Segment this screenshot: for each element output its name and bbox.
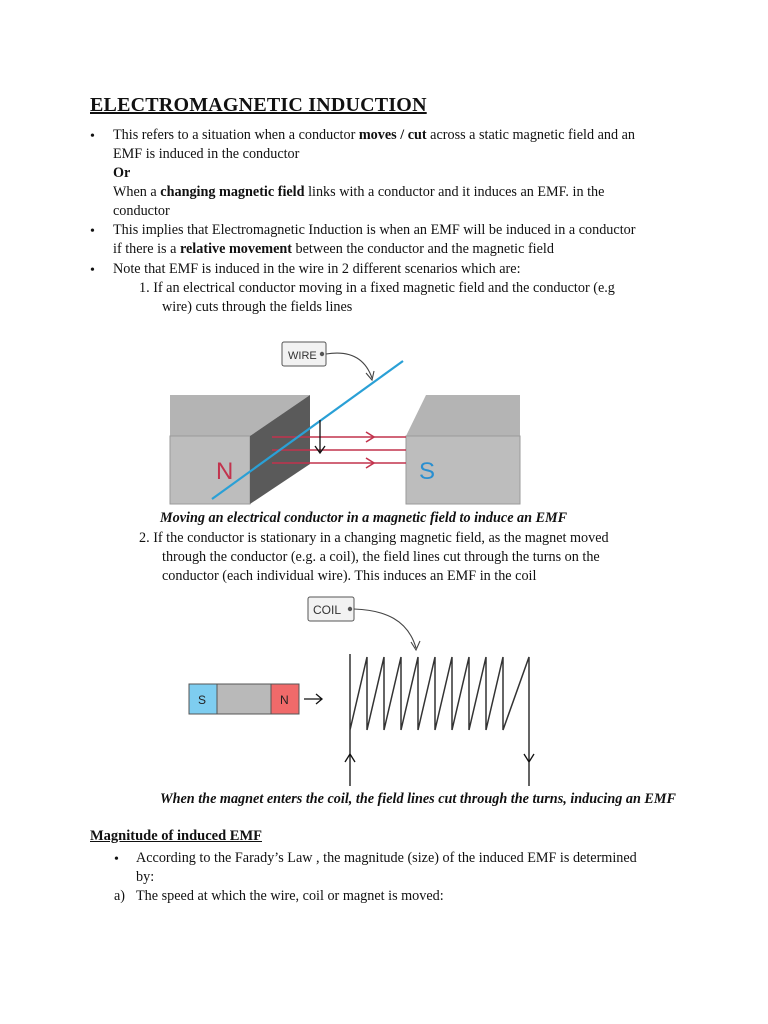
bold-run: relative movement	[179, 241, 292, 257]
bullet-1-line-1	[113, 126, 635, 145]
bar-pole-s-label: S	[198, 693, 207, 707]
bullet-marker: •	[90, 224, 95, 239]
coil-turns	[350, 654, 529, 730]
text-run: When a	[113, 184, 161, 200]
or-label: Or	[113, 165, 131, 181]
bullet-marker: •	[90, 263, 95, 278]
text-run: This refers to a situation when a conductor	[113, 127, 359, 143]
list-item-a: The speed at which the wire, coil or magnet is moved:	[136, 888, 444, 904]
bar-pole-n-label: N	[280, 693, 289, 707]
figure-1-caption: Moving an electrical conductor in a magnetic field to induce an EMF	[160, 510, 568, 526]
bullet-3-line-1: Note that EMF is induced in the wire in 2 different scenarios which are:	[113, 261, 521, 277]
pole-s-label: S	[419, 458, 436, 485]
magnitude-bullet-line-1: According to the Farady’s Law , the magnitude (size) of the induced EMF is determined	[136, 850, 637, 866]
bold-run: changing magnetic field	[160, 184, 305, 200]
scenario-1-line-2: wire) cuts through the fields lines	[162, 299, 353, 315]
magnet-left-front-face	[170, 436, 250, 504]
pole-n-label: N	[216, 458, 234, 485]
scenario-2-line-1: 2. If the conductor is stationary in a changing magnetic field, as the magnet moved	[139, 530, 609, 546]
text-run: across a static magnetic field and an	[426, 127, 636, 143]
scenario-1-line-1: 1. If an electrical conductor moving in a fixed magnetic field and the conductor (e.g	[139, 280, 615, 296]
figure-2-caption: When the magnet enters the coil, the field lines cut through the turns, inducing an EMF	[160, 791, 676, 807]
figure-magnet-coil	[180, 592, 550, 792]
label-tag-dot	[320, 352, 324, 356]
magnet-motion-arrow	[304, 694, 322, 704]
text-run: if there is a	[113, 241, 180, 257]
scenario-2-line-3: conductor (each individual wire). This induces an EMF in the coil	[162, 568, 537, 584]
text-run: between the conductor and the magnetic field	[291, 241, 554, 257]
section-heading: Magnitude of induced EMF	[90, 828, 262, 844]
bullet-1-line-4	[113, 183, 604, 202]
text-run: links with a conductor and it induces an EMF. in the	[304, 184, 605, 200]
page-title: ELECTROMAGNETIC INDUCTION	[90, 94, 427, 116]
bullet-2-line-1: This implies that Electromagnetic Induction is when an EMF will be induced in a conductor	[113, 222, 636, 238]
label-pointer	[326, 353, 372, 378]
bold-run: moves / cut	[358, 127, 427, 143]
field-lines	[272, 432, 406, 468]
magnet-right-top-face	[406, 395, 520, 436]
label-tag-dot	[348, 607, 352, 611]
scenario-2-line-2: through the conductor (e.g. a coil), the field lines cut through the turns on the	[162, 549, 600, 565]
figure-moving-wire	[160, 336, 530, 511]
coil-label: COIL	[313, 603, 342, 617]
coil-leads	[345, 730, 534, 786]
bullet-2-line-2	[113, 240, 554, 259]
bar-magnet-middle	[217, 684, 271, 714]
label-pointer	[354, 609, 416, 648]
list-marker-a: a)	[114, 888, 126, 904]
bullet-marker: •	[90, 129, 95, 144]
bullet-1-line-5: conductor	[113, 203, 170, 219]
bullet-marker: •	[114, 852, 119, 867]
magnitude-bullet-line-2: by:	[136, 869, 155, 885]
wire-label: WIRE	[288, 350, 317, 362]
bullet-1-line-2: EMF is induced in the conductor	[113, 146, 300, 162]
